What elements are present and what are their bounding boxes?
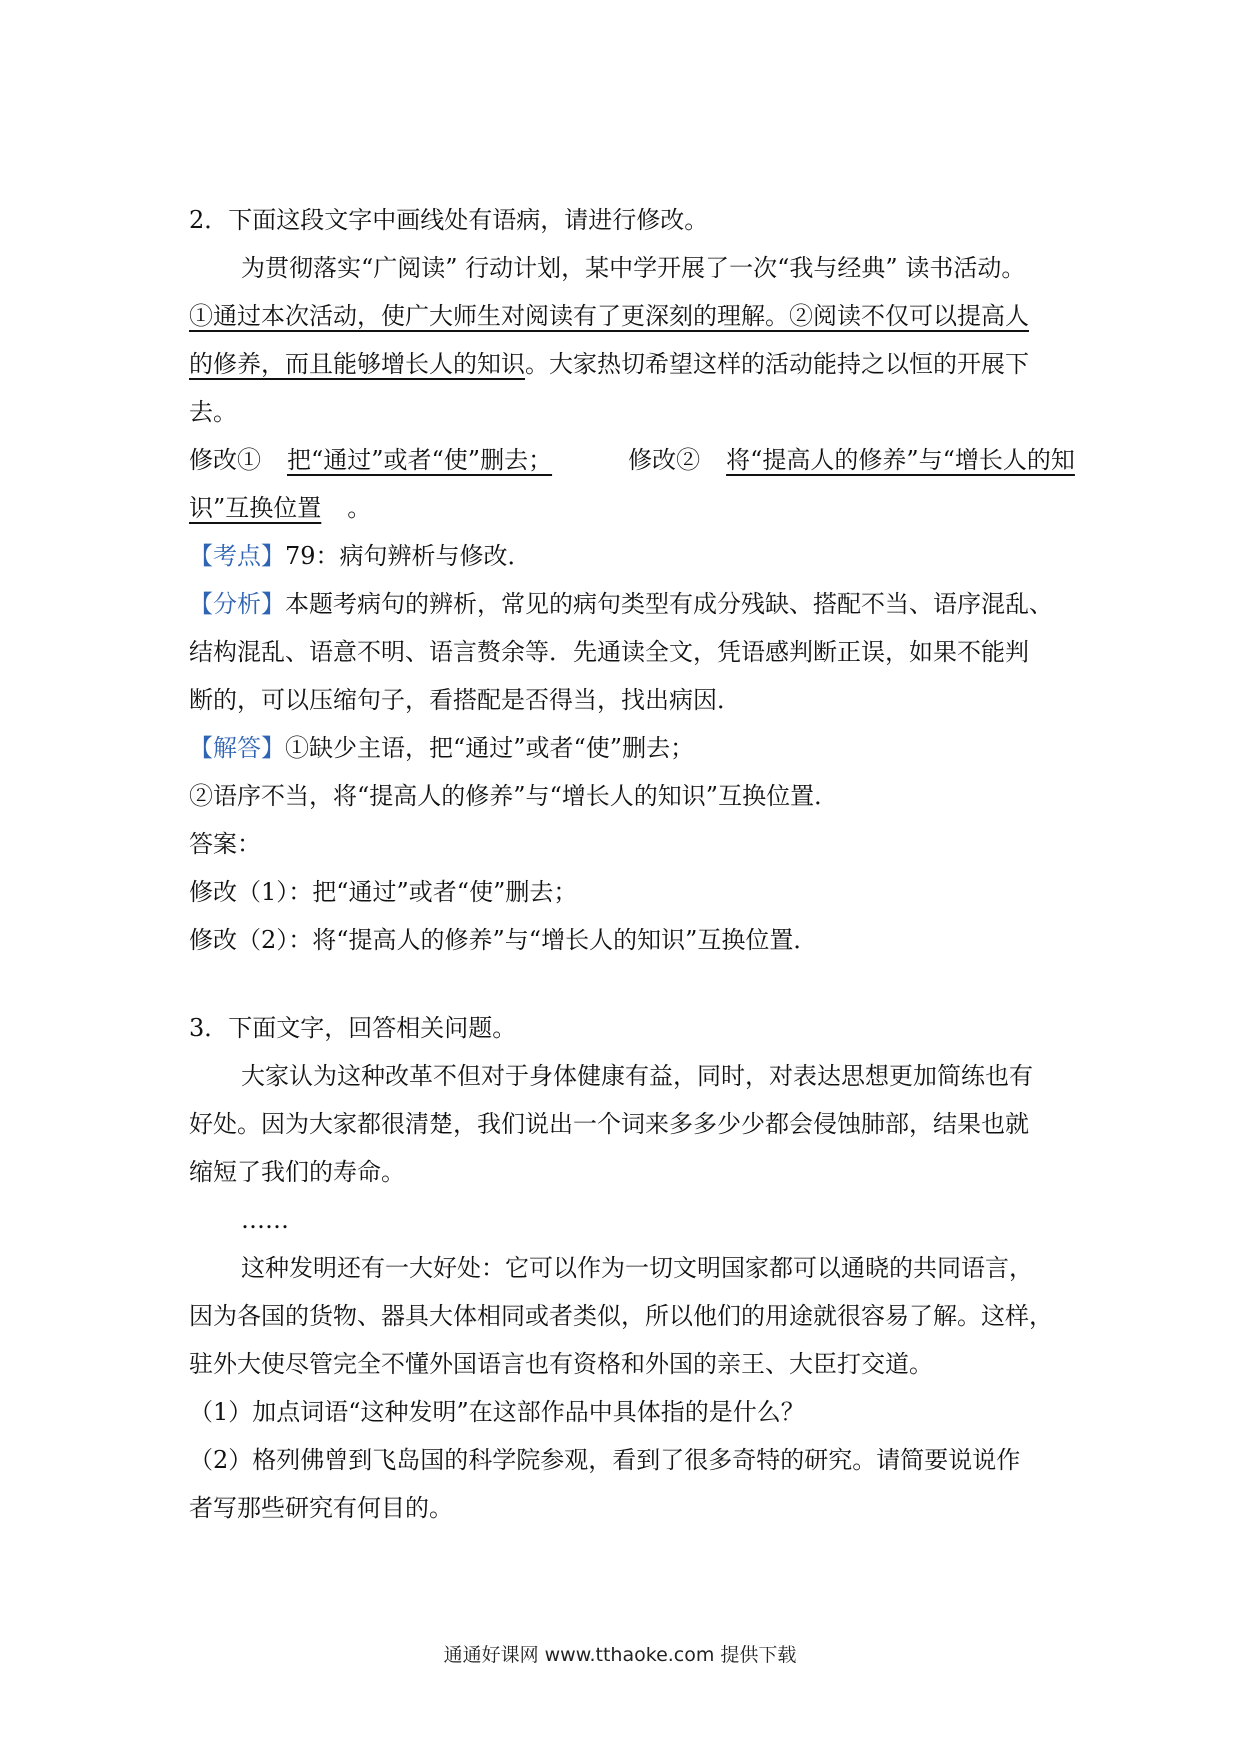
q3-passage-line: 大家认为这种改革不但对于身体健康有益，同时，对表达思想更加简练也有 (241, 1062, 1033, 1090)
question-2-title: 2．下面这段文字中画线处有语病，请进行修改。 (189, 206, 709, 234)
kaodian-text: 79：病句辨析与修改． (285, 542, 532, 570)
q2-passage-line: 去。 (189, 398, 237, 426)
q3-passage-line: 因为各国的货物、器具大体相同或者类似，所以他们的用途就很容易了解。这样， (189, 1302, 1053, 1330)
fenxi-line: 【分析】本题考病句的辨析，常见的病句类型有成分残缺、搭配不当、语序混乱、 (189, 590, 1053, 618)
fenxi-line: 结构混乱、语意不明、语言赘余等．先通读全文，凭语感判断正误，如果不能判 (189, 638, 1029, 666)
q3-passage-line: 缩短了我们的寿命。 (189, 1158, 405, 1186)
passage-text: 。大家热切希望这样的活动能持之以恒的开展下 (525, 350, 1029, 378)
fix2-answer: 将“提高人的修养”与“增长人的知 (726, 446, 1075, 474)
document-body (189, 196, 1075, 1532)
sub-question-1: （1）加点词语“这种发明”在这部作品中具体指的是什么？ (189, 1398, 805, 1426)
fenxi-tag: 【分析】 (189, 590, 285, 618)
sub-question-2-cont: 者写那些研究有何目的。 (189, 1494, 453, 1522)
fix-line (189, 436, 1075, 484)
answer-line: 修改（2）：将“提高人的修养”与“增长人的知识”互换位置． (189, 926, 818, 954)
kaodian-line (189, 532, 1059, 580)
fix1-label: 修改① (189, 446, 261, 474)
fix1-answer: 把“通过”或者“使”删去； (287, 446, 553, 474)
underlined-sentence-2: ②阅读不仅可以提高人 (789, 302, 1029, 330)
q3-passage-line: 这种发明还有一大好处：它可以作为一切文明国家都可以通晓的共同语言， (241, 1254, 1033, 1282)
q2-passage-line (189, 292, 1059, 340)
fenxi-line: 断的，可以压缩句子，看搭配是否得当，找出病因． (189, 686, 741, 714)
answer-line: 修改（1）：把“通过”或者“使”删去； (189, 878, 578, 906)
ellipsis: …… (241, 1206, 289, 1234)
underlined-sentence-2-cont: 的修养，而且能够增长人的知识 (189, 350, 525, 378)
question-3-title: 3．下面文字，回答相关问题。 (189, 1014, 517, 1042)
page-footer: 通通好课网 www.tthaoke.com 提供下载 (443, 1644, 797, 1666)
q3-passage-line: 驻外大使尽管完全不懂外国语言也有资格和外国的亲王、大臣打交道。 (189, 1350, 933, 1378)
jieda-line: ②语序不当，将“提高人的修养”与“增长人的知识”互换位置． (189, 782, 839, 810)
jieda-tag: 【解答】 (189, 734, 285, 762)
q2-passage-line: 为贯彻落实“广阅读” 行动计划，某中学开展了一次“我与经典” 读书活动。 (241, 254, 1026, 282)
q3-passage-line: 好处。因为大家都很清楚，我们说出一个词来多多少少都会侵蚀肺部，结果也就 (189, 1110, 1029, 1138)
sub-question-2: （2）格列佛曾到飞岛国的科学院参观，看到了很多奇特的研究。请简要说说作 (189, 1446, 1021, 1474)
jieda-line: 【解答】①缺少主语，把“通过”或者“使”删去； (189, 734, 695, 762)
fix2-label: 修改② (628, 446, 701, 474)
underlined-sentence-1: ①通过本次活动，使广大师生对阅读有了更深刻的理解。 (189, 302, 789, 330)
fix-line: 识”互换位置 。 (189, 494, 372, 522)
kaodian-tag: 【考点】 (189, 542, 285, 570)
fix2-answer-cont: 识”互换位置 (189, 494, 322, 522)
q2-passage-line (189, 340, 1059, 388)
answer-label: 答案： (189, 830, 261, 858)
